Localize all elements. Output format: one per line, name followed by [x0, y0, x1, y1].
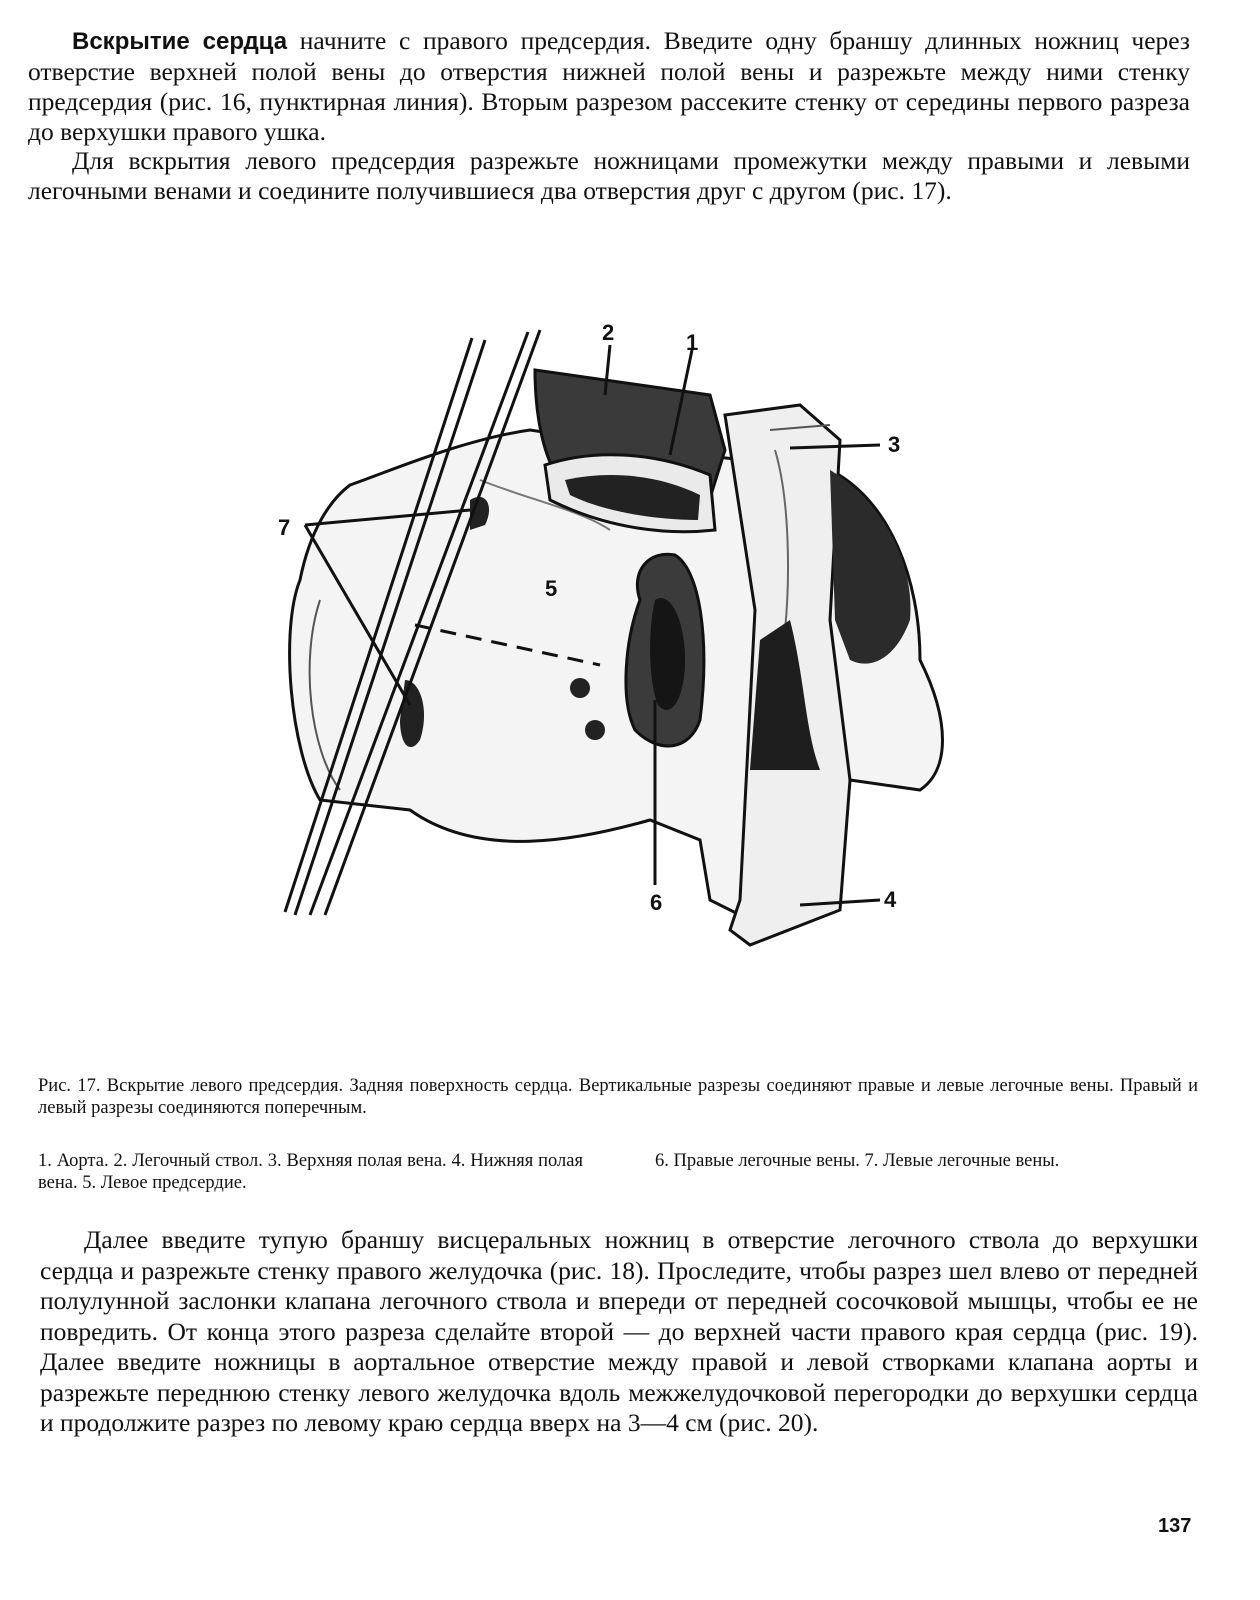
- figure-legend-left: 1. Аорта. 2. Легочный ствол. 3. Верхняя полая вена. 4. Нижняя полая вена. 5. Левое предсердие.: [38, 1151, 583, 1193]
- label-6: 6: [650, 890, 663, 915]
- paragraph-opening-heart: [28, 26, 1190, 147]
- label-1: 1: [686, 330, 699, 355]
- page-number: 137: [1158, 1515, 1192, 1537]
- label-7: 7: [278, 515, 291, 540]
- paragraph-lead-term: Вскрытие сердца: [72, 28, 288, 55]
- paragraph-left-atrium: Для вскрытия левого предсердия разрежьте ножницами промежутки между правыми и левыми легочными венами и соедините получившиеся два отверстия друг с другом (рис. 17).: [28, 146, 1190, 205]
- label-5: 5: [545, 576, 558, 601]
- paragraph-ventricles: Далее введите тупую браншу висцеральных ножниц в отверстие легочного ствола до верхушки сердца и разрежьте стенку правого желудочка (рис. 18). Проследите, чтобы разрез шел влево от передней полулунной заслонки клапана легочного ствола и впереди от передней сосочковой мышцы, чтобы ее не повредить. От конца этого разреза сделайте второй — до верхней части правого края сердца (рис. 19). Далее введите ножницы в аортальное отверстие между правой и левой створками клапана аорты и разрежьте переднюю стенку левого желудочка вдоль межжелудочковой перегородки до верхушки сердца и продолжите разрез по левому краю сердца вверх на 3—4 см (рис. 20).: [40, 1225, 1198, 1437]
- paragraph-body-text: начните с правого предсердия. Введите одну браншу длинных ножниц через отверстие верхней полой вены до отверстия нижней полой вены и разрежьте между ними стенку предсердия (рис. 16, пунктирная линия). Вторым разрезом рассеките стенку от середины первого разреза до верхушки правого ушка.: [28, 26, 1190, 146]
- heart-illustration: [230, 300, 990, 970]
- figure-caption: Рис. 17. Вскрытие левого предсердия. Задняя поверхность сердца. Вертикальные разрезы соединяют правые и левые легочные вены. Правый и левый разрезы соединяются поперечным.: [38, 1076, 1198, 1118]
- figure-legend-right: 6. Правые легочные вены. 7. Левые легочные вены.: [655, 1151, 1060, 1171]
- label-2: 2: [602, 320, 615, 345]
- label-3: 3: [888, 432, 901, 457]
- label-4: 4: [884, 887, 897, 912]
